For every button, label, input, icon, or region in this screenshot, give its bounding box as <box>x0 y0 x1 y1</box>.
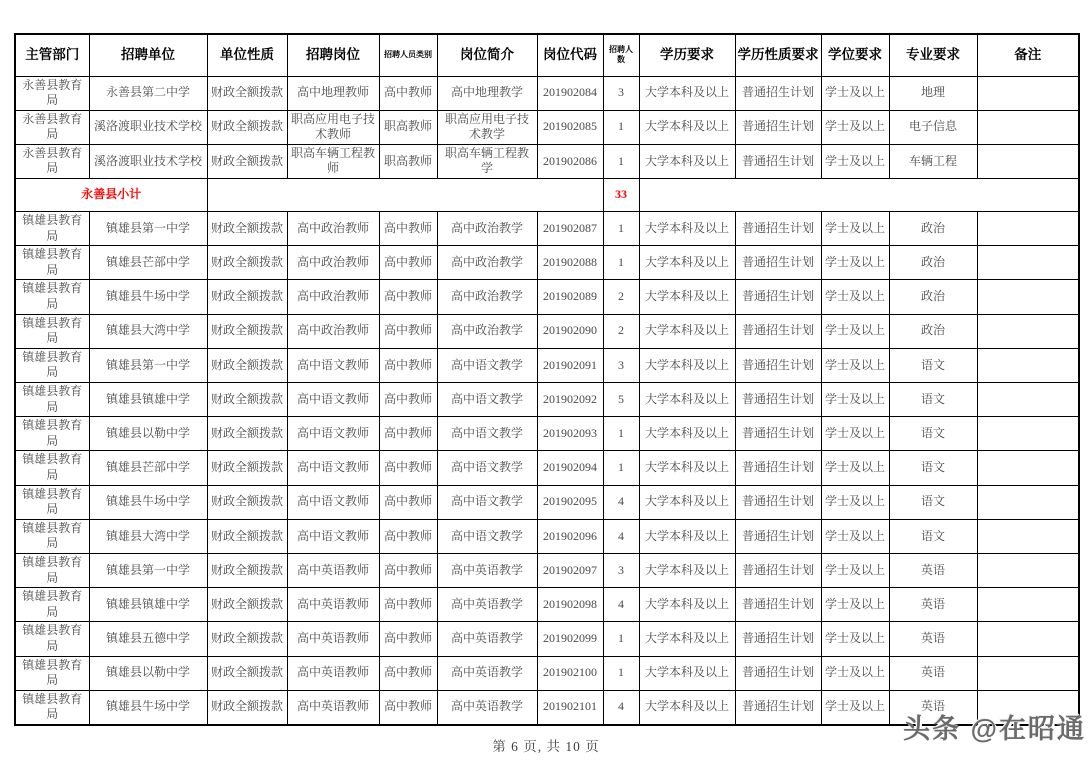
table-cell: 车辆工程 <box>889 144 977 178</box>
table-cell <box>977 314 1079 348</box>
table-cell: 镇雄县第一中学 <box>89 553 207 587</box>
table-cell: 财政全额拨款 <box>207 485 287 519</box>
table-cell: 高中政治教学 <box>437 314 537 348</box>
table-cell: 镇雄县大湾中学 <box>89 314 207 348</box>
table-cell: 高中语文教学 <box>437 519 537 553</box>
table-cell: 财政全额拨款 <box>207 656 287 690</box>
table-cell: 学士及以上 <box>821 417 889 451</box>
table-cell: 高中语文教师 <box>287 417 379 451</box>
table-cell: 高中语文教师 <box>287 485 379 519</box>
table-cell: 财政全额拨款 <box>207 588 287 622</box>
table-cell <box>977 417 1079 451</box>
table-cell: 高中教师 <box>379 553 437 587</box>
table-cell: 学士及以上 <box>821 76 889 110</box>
table-cell: 高中政治教师 <box>287 314 379 348</box>
table-cell: 1 <box>603 451 639 485</box>
table-cell: 职高应用电子技术教学 <box>437 110 537 144</box>
table-cell: 财政全额拨款 <box>207 314 287 348</box>
table-cell: 1 <box>603 212 639 246</box>
table-body <box>15 76 1079 725</box>
table-cell: 财政全额拨款 <box>207 553 287 587</box>
table-cell: 201902100 <box>537 656 603 690</box>
table-cell <box>977 110 1079 144</box>
subtotal-spacer-cell <box>639 179 1079 212</box>
table-cell: 财政全额拨款 <box>207 212 287 246</box>
table-cell: 学士及以上 <box>821 212 889 246</box>
table-cell: 高中英语教师 <box>287 622 379 656</box>
table-cell: 1 <box>603 656 639 690</box>
table-cell: 3 <box>603 553 639 587</box>
table-cell: 财政全额拨款 <box>207 519 287 553</box>
table-cell: 职高教师 <box>379 144 437 178</box>
table-cell: 镇雄县第一中学 <box>89 212 207 246</box>
table-cell: 高中教师 <box>379 656 437 690</box>
table-cell: 高中教师 <box>379 690 437 725</box>
table-cell: 1 <box>603 110 639 144</box>
table-cell: 财政全额拨款 <box>207 383 287 417</box>
table-header-row <box>15 34 1079 76</box>
table-cell: 学士及以上 <box>821 110 889 144</box>
table-cell: 201902087 <box>537 212 603 246</box>
table-cell: 高中地理教学 <box>437 76 537 110</box>
table-row <box>15 417 1079 451</box>
table-cell: 4 <box>603 485 639 519</box>
table-cell: 英语 <box>889 656 977 690</box>
table-row <box>15 383 1079 417</box>
table-cell: 普通招生计划 <box>735 383 821 417</box>
table-cell: 高中政治教学 <box>437 246 537 280</box>
table-cell: 高中教师 <box>379 246 437 280</box>
table-cell: 语文 <box>889 417 977 451</box>
table-cell: 镇雄县教育局 <box>15 690 89 725</box>
table-cell: 永善县教育局 <box>15 110 89 144</box>
table-cell: 镇雄县教育局 <box>15 622 89 656</box>
table-cell: 镇雄县牛场中学 <box>89 280 207 314</box>
table-cell: 永善县第二中学 <box>89 76 207 110</box>
table-cell: 学士及以上 <box>821 280 889 314</box>
subtotal-count: 33 <box>603 179 639 212</box>
table-cell: 大学本科及以上 <box>639 246 735 280</box>
table-cell: 高中教师 <box>379 485 437 519</box>
table-cell: 高中教师 <box>379 451 437 485</box>
table-cell: 高中语文教学 <box>437 417 537 451</box>
table-cell: 镇雄县教育局 <box>15 519 89 553</box>
table-cell: 普通招生计划 <box>735 519 821 553</box>
table-cell: 镇雄县教育局 <box>15 383 89 417</box>
col-header-remarks: 备注 <box>977 34 1079 76</box>
table-cell: 财政全额拨款 <box>207 76 287 110</box>
table-cell: 高中教师 <box>379 76 437 110</box>
table-cell: 大学本科及以上 <box>639 348 735 382</box>
col-header-department: 主管部门 <box>15 34 89 76</box>
table-cell: 1 <box>603 144 639 178</box>
table-row <box>15 212 1079 246</box>
table-cell: 大学本科及以上 <box>639 110 735 144</box>
table-cell: 201902094 <box>537 451 603 485</box>
table-cell: 普通招生计划 <box>735 485 821 519</box>
table-cell: 语文 <box>889 383 977 417</box>
table-cell: 高中英语教学 <box>437 690 537 725</box>
table-cell: 镇雄县教育局 <box>15 280 89 314</box>
table-cell: 镇雄县牛场中学 <box>89 485 207 519</box>
table-cell: 学士及以上 <box>821 383 889 417</box>
table-cell: 大学本科及以上 <box>639 383 735 417</box>
table-cell: 地理 <box>889 76 977 110</box>
table-cell: 学士及以上 <box>821 246 889 280</box>
table-cell: 镇雄县教育局 <box>15 212 89 246</box>
table-cell: 普通招生计划 <box>735 144 821 178</box>
table-row <box>15 553 1079 587</box>
table-cell: 永善县教育局 <box>15 144 89 178</box>
table-cell: 高中英语教学 <box>437 588 537 622</box>
table-cell: 3 <box>603 76 639 110</box>
table-cell <box>977 280 1079 314</box>
table-cell: 镇雄县教育局 <box>15 246 89 280</box>
subtotal-row <box>15 179 1079 212</box>
table-row <box>15 280 1079 314</box>
subtotal-label: 永善县小计 <box>15 179 207 212</box>
table-cell: 普通招生计划 <box>735 656 821 690</box>
table-cell: 学士及以上 <box>821 314 889 348</box>
table-cell: 高中英语教师 <box>287 588 379 622</box>
table-cell: 英语 <box>889 690 977 725</box>
watermark: 头条 @在昭通 <box>903 714 1086 744</box>
table-cell: 高中政治教师 <box>287 280 379 314</box>
table-cell: 大学本科及以上 <box>639 280 735 314</box>
table-cell: 财政全额拨款 <box>207 451 287 485</box>
col-header-position: 招聘岗位 <box>287 34 379 76</box>
table-cell: 高中英语教学 <box>437 553 537 587</box>
table-cell: 201902097 <box>537 553 603 587</box>
table-row <box>15 348 1079 382</box>
table-cell: 语文 <box>889 451 977 485</box>
table-cell: 财政全额拨款 <box>207 690 287 725</box>
table-cell: 高中教师 <box>379 280 437 314</box>
table-cell: 201902086 <box>537 144 603 178</box>
subtotal-spacer-cell <box>207 179 603 212</box>
table-cell: 政治 <box>889 314 977 348</box>
table-cell: 1 <box>603 417 639 451</box>
table-cell: 财政全额拨款 <box>207 110 287 144</box>
table-cell <box>977 348 1079 382</box>
table-cell: 电子信息 <box>889 110 977 144</box>
table-cell: 学士及以上 <box>821 622 889 656</box>
table-cell: 高中英语教学 <box>437 622 537 656</box>
table-cell: 政治 <box>889 212 977 246</box>
table-cell: 普通招生计划 <box>735 246 821 280</box>
table-cell: 镇雄县五德中学 <box>89 622 207 656</box>
table-cell: 职高车辆工程教师 <box>287 144 379 178</box>
table-cell: 高中政治教师 <box>287 246 379 280</box>
table-cell: 普通招生计划 <box>735 280 821 314</box>
table-cell: 学士及以上 <box>821 485 889 519</box>
col-header-education: 学历要求 <box>639 34 735 76</box>
table-cell: 财政全额拨款 <box>207 246 287 280</box>
table-cell: 普通招生计划 <box>735 690 821 725</box>
table-cell: 201902091 <box>537 348 603 382</box>
col-header-education-type: 学历性质要求 <box>735 34 821 76</box>
table-cell: 1 <box>603 246 639 280</box>
table-cell: 201902099 <box>537 622 603 656</box>
table-cell: 溪洛渡职业技术学校 <box>89 144 207 178</box>
table-cell <box>977 485 1079 519</box>
table-cell: 大学本科及以上 <box>639 553 735 587</box>
table-cell: 学士及以上 <box>821 553 889 587</box>
table-cell: 高中教师 <box>379 588 437 622</box>
table-cell: 201902089 <box>537 280 603 314</box>
table-cell: 大学本科及以上 <box>639 519 735 553</box>
table-cell: 高中英语教师 <box>287 553 379 587</box>
table-cell: 高中英语教师 <box>287 656 379 690</box>
table-cell: 英语 <box>889 622 977 656</box>
table-cell: 高中政治教师 <box>287 212 379 246</box>
table-row <box>15 588 1079 622</box>
table-cell: 大学本科及以上 <box>639 314 735 348</box>
table-cell: 镇雄县镇雄中学 <box>89 588 207 622</box>
table-cell: 高中政治教学 <box>437 280 537 314</box>
table-cell: 201902093 <box>537 417 603 451</box>
table-cell: 永善县教育局 <box>15 76 89 110</box>
table-cell: 财政全额拨款 <box>207 417 287 451</box>
table-cell: 高中语文教师 <box>287 383 379 417</box>
table-cell: 201902096 <box>537 519 603 553</box>
table-cell: 高中英语教师 <box>287 690 379 725</box>
table-cell: 2 <box>603 314 639 348</box>
table-row <box>15 246 1079 280</box>
table-cell <box>977 519 1079 553</box>
col-header-unit-type: 单位性质 <box>207 34 287 76</box>
table-cell: 镇雄县教育局 <box>15 553 89 587</box>
table-cell: 普通招生计划 <box>735 76 821 110</box>
table-cell: 职高车辆工程教学 <box>437 144 537 178</box>
table-cell: 201902085 <box>537 110 603 144</box>
col-header-personnel-category: 招聘人员类别 <box>379 34 437 76</box>
table-cell: 普通招生计划 <box>735 622 821 656</box>
table-cell <box>977 76 1079 110</box>
table-cell: 大学本科及以上 <box>639 212 735 246</box>
table-cell: 学士及以上 <box>821 656 889 690</box>
table-row <box>15 451 1079 485</box>
table-cell: 职高教师 <box>379 110 437 144</box>
table-row <box>15 76 1079 110</box>
table-cell: 201902090 <box>537 314 603 348</box>
table-row <box>15 314 1079 348</box>
col-header-degree: 学位要求 <box>821 34 889 76</box>
table-cell: 学士及以上 <box>821 588 889 622</box>
table-cell: 普通招生计划 <box>735 110 821 144</box>
table-cell: 普通招生计划 <box>735 348 821 382</box>
table-cell: 普通招生计划 <box>735 314 821 348</box>
table-cell: 201902095 <box>537 485 603 519</box>
col-header-headcount: 招聘人数 <box>603 34 639 76</box>
table-cell: 高中英语教学 <box>437 656 537 690</box>
table-cell: 高中教师 <box>379 519 437 553</box>
table-cell <box>977 144 1079 178</box>
table-cell: 镇雄县教育局 <box>15 451 89 485</box>
table-cell: 镇雄县芒部中学 <box>89 451 207 485</box>
table-cell: 高中语文教学 <box>437 348 537 382</box>
table-cell <box>977 212 1079 246</box>
table-cell: 政治 <box>889 280 977 314</box>
table-row <box>15 519 1079 553</box>
table-row <box>15 622 1079 656</box>
table-cell: 学士及以上 <box>821 451 889 485</box>
table-cell: 镇雄县教育局 <box>15 588 89 622</box>
table-cell: 普通招生计划 <box>735 417 821 451</box>
table-cell: 201902098 <box>537 588 603 622</box>
page-indicator: 第 6 页, 共 10 页 <box>492 739 600 754</box>
table-cell: 1 <box>603 622 639 656</box>
table-cell: 镇雄县教育局 <box>15 348 89 382</box>
table-cell: 镇雄县教育局 <box>15 656 89 690</box>
table-cell: 高中教师 <box>379 212 437 246</box>
table-cell: 镇雄县第一中学 <box>89 348 207 382</box>
table-cell: 高中教师 <box>379 622 437 656</box>
table-cell: 大学本科及以上 <box>639 144 735 178</box>
table-cell: 镇雄县教育局 <box>15 417 89 451</box>
table-cell: 镇雄县以勒中学 <box>89 656 207 690</box>
col-header-position-desc: 岗位简介 <box>437 34 537 76</box>
table-cell: 语文 <box>889 519 977 553</box>
table-cell: 3 <box>603 348 639 382</box>
col-header-major: 专业要求 <box>889 34 977 76</box>
recruitment-table <box>14 33 1080 726</box>
table-cell: 大学本科及以上 <box>639 485 735 519</box>
table-row <box>15 144 1079 178</box>
table-cell: 财政全额拨款 <box>207 348 287 382</box>
table-cell: 高中语文教学 <box>437 383 537 417</box>
table-cell: 财政全额拨款 <box>207 622 287 656</box>
table-cell: 职高应用电子技术教师 <box>287 110 379 144</box>
table-row <box>15 656 1079 690</box>
table-cell: 5 <box>603 383 639 417</box>
table-cell: 财政全额拨款 <box>207 280 287 314</box>
table-cell <box>977 588 1079 622</box>
table-cell: 政治 <box>889 246 977 280</box>
table-cell: 大学本科及以上 <box>639 451 735 485</box>
table-cell: 镇雄县教育局 <box>15 314 89 348</box>
table-cell <box>977 246 1079 280</box>
table-cell: 普通招生计划 <box>735 588 821 622</box>
table-cell: 高中教师 <box>379 314 437 348</box>
table-cell: 大学本科及以上 <box>639 690 735 725</box>
col-header-position-code: 岗位代码 <box>537 34 603 76</box>
table-cell: 普通招生计划 <box>735 212 821 246</box>
table-cell: 镇雄县芒部中学 <box>89 246 207 280</box>
table-cell: 高中教师 <box>379 417 437 451</box>
table-cell: 镇雄县牛场中学 <box>89 690 207 725</box>
table-cell: 高中语文教学 <box>437 485 537 519</box>
table-cell: 高中语文教师 <box>287 348 379 382</box>
table-cell: 学士及以上 <box>821 690 889 725</box>
col-header-employer: 招聘单位 <box>89 34 207 76</box>
table-cell: 高中政治教学 <box>437 212 537 246</box>
table-cell: 大学本科及以上 <box>639 76 735 110</box>
table-cell: 溪洛渡职业技术学校 <box>89 110 207 144</box>
table-cell: 大学本科及以上 <box>639 588 735 622</box>
table-cell: 财政全额拨款 <box>207 144 287 178</box>
table-cell: 4 <box>603 690 639 725</box>
table-cell: 201902088 <box>537 246 603 280</box>
table-cell <box>977 656 1079 690</box>
table-cell: 英语 <box>889 588 977 622</box>
table-cell: 4 <box>603 588 639 622</box>
table-cell: 普通招生计划 <box>735 553 821 587</box>
table-cell: 学士及以上 <box>821 519 889 553</box>
table-cell: 高中语文教学 <box>437 451 537 485</box>
table-cell: 高中地理教师 <box>287 76 379 110</box>
table-cell: 2 <box>603 280 639 314</box>
table-cell: 高中教师 <box>379 348 437 382</box>
table-row <box>15 110 1079 144</box>
table-cell: 高中教师 <box>379 383 437 417</box>
table-cell: 201902092 <box>537 383 603 417</box>
table-cell: 大学本科及以上 <box>639 622 735 656</box>
table-cell: 高中语文教师 <box>287 451 379 485</box>
table-cell: 镇雄县大湾中学 <box>89 519 207 553</box>
table-cell <box>977 451 1079 485</box>
table-cell <box>977 553 1079 587</box>
table-cell: 镇雄县以勒中学 <box>89 417 207 451</box>
table-cell: 高中语文教师 <box>287 519 379 553</box>
table-cell <box>977 622 1079 656</box>
table-cell: 大学本科及以上 <box>639 417 735 451</box>
table-cell: 镇雄县镇雄中学 <box>89 383 207 417</box>
table-cell: 镇雄县教育局 <box>15 485 89 519</box>
table-cell: 4 <box>603 519 639 553</box>
table-cell: 语文 <box>889 485 977 519</box>
table-row <box>15 485 1079 519</box>
table-cell: 普通招生计划 <box>735 451 821 485</box>
table-cell: 201902084 <box>537 76 603 110</box>
table-cell: 学士及以上 <box>821 348 889 382</box>
table-cell <box>977 383 1079 417</box>
table-cell: 语文 <box>889 348 977 382</box>
table-cell: 201902101 <box>537 690 603 725</box>
table-cell: 学士及以上 <box>821 144 889 178</box>
table-cell: 英语 <box>889 553 977 587</box>
table-cell: 大学本科及以上 <box>639 656 735 690</box>
